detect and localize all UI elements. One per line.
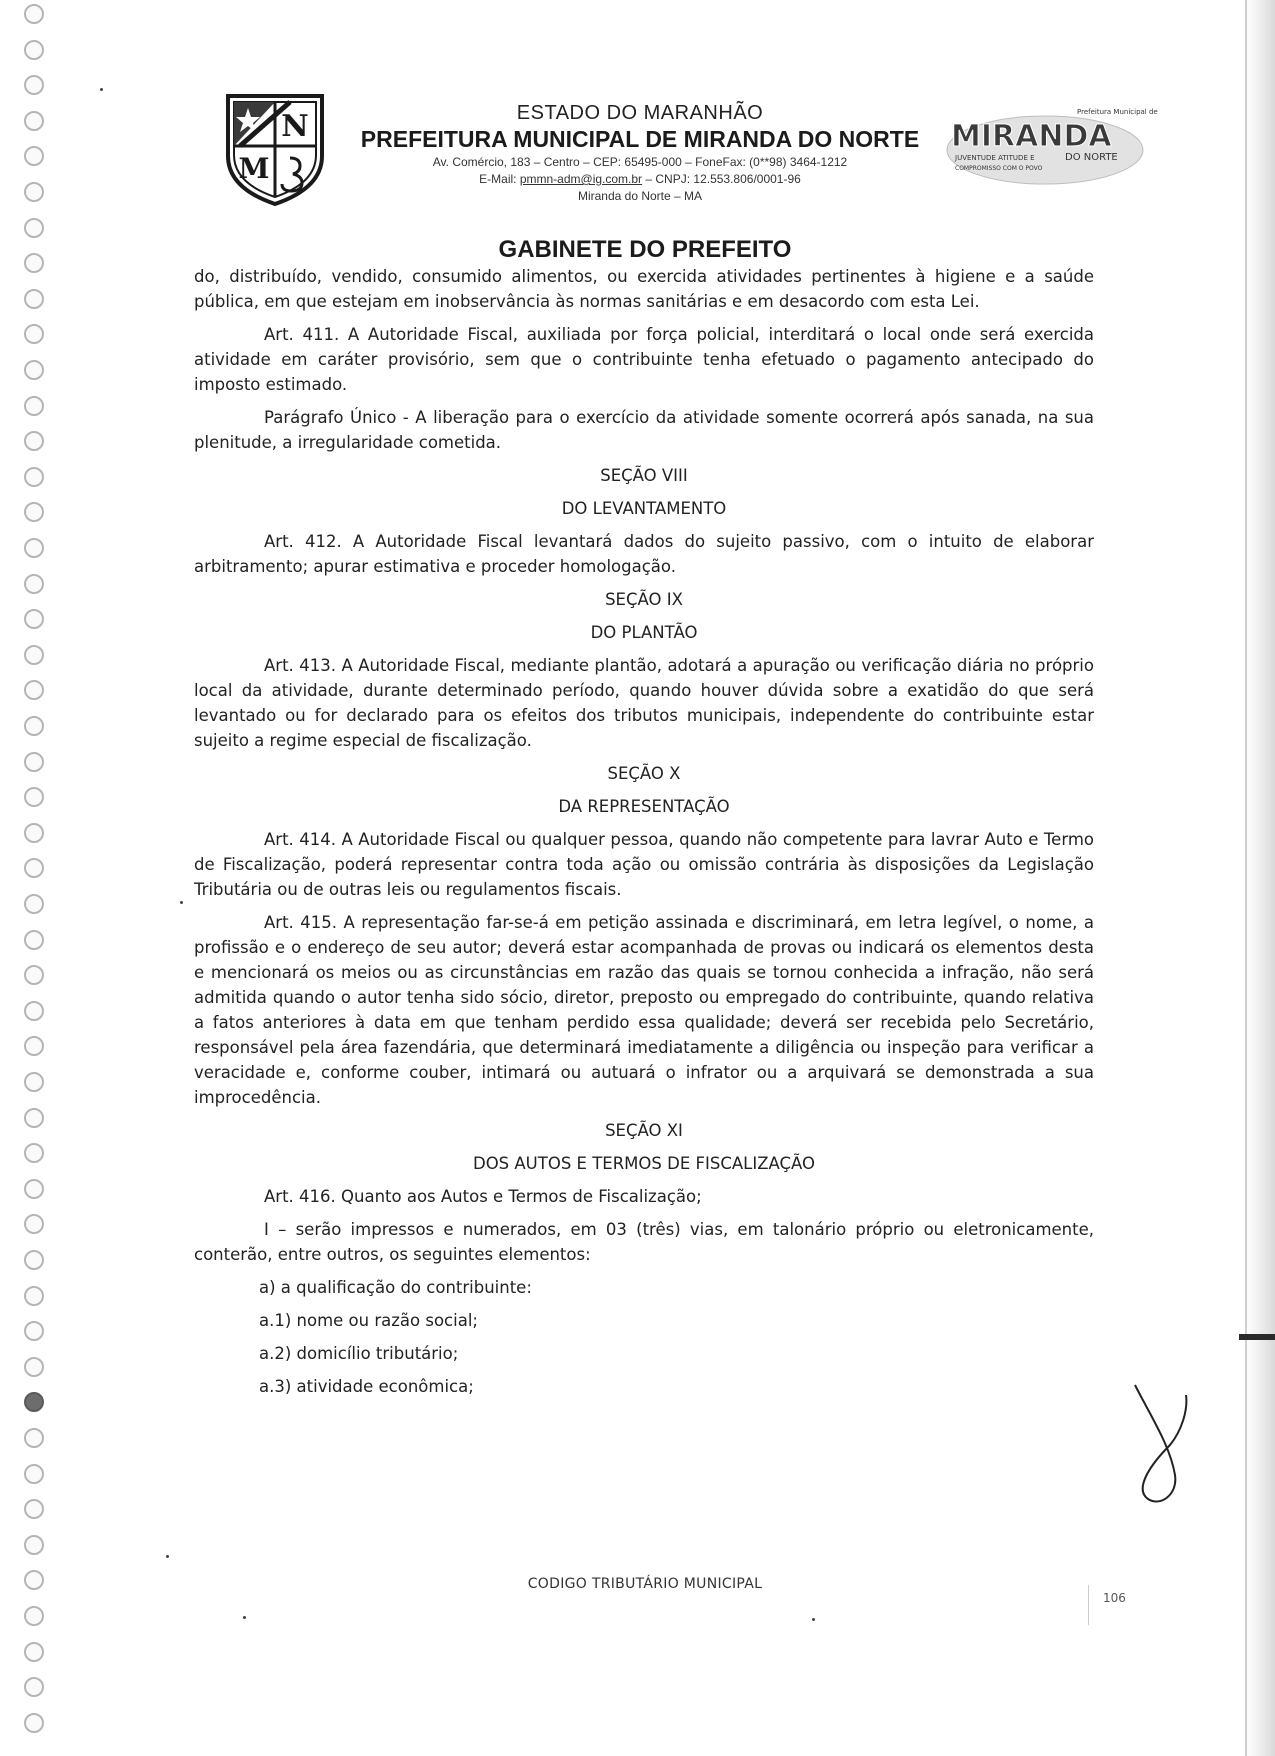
binding-ring	[24, 1499, 44, 1519]
state-name: ESTADO DO MARANHÃO	[516, 102, 764, 124]
binding-ring	[24, 1072, 44, 1092]
logo-tag2: DO NORTE	[1065, 152, 1118, 163]
item-a2: a.2) domicílio tributário;	[259, 1344, 459, 1363]
page-edge	[1245, 0, 1275, 1756]
binding-ring	[24, 1570, 44, 1590]
section-11-title: SEÇÃO XI	[605, 1121, 683, 1140]
binding-ring	[24, 716, 44, 736]
binding-ring	[24, 146, 44, 166]
binding-ring	[24, 1464, 44, 1484]
binding-ring	[24, 1250, 44, 1270]
municipal-crest-icon	[220, 86, 330, 208]
paragraph-unico: Parágrafo Único - A liberação para o exercício da atividade somente ocorrerá após sanada, na sua plenitude, a irregularidade cometida.	[194, 408, 1094, 452]
binding-ring	[24, 75, 44, 95]
cabinet-title: GABINETE DO PREFEITO	[498, 236, 792, 263]
address-line: Av. Comércio, 183 – Centro – CEP: 65495-000 – FoneFax: (0**98) 3464-1212	[432, 155, 848, 169]
logo-tag3: COMPROMISSO COM O POVO	[955, 165, 1043, 172]
binding-ring	[24, 1428, 44, 1448]
binding-ring	[24, 965, 44, 985]
binding-ring	[24, 289, 44, 309]
binding-ring	[24, 360, 44, 380]
binding-ring	[24, 111, 44, 131]
cnpj-text: – CNPJ: 12.553.806/0001-96	[642, 172, 801, 186]
page-edge-line	[1245, 0, 1247, 1756]
city-line: Miranda do Norte – MA	[577, 189, 703, 203]
binding-ring	[24, 1143, 44, 1163]
binding-ring	[24, 1108, 44, 1128]
article-412: Art. 412. A Autoridade Fiscal levantará dados do sujeito passivo, com o intuito de elaborar arbitramento; apurar estimativa e proceder homologação.	[194, 532, 1094, 576]
miranda-logo-icon	[945, 100, 1158, 186]
section-10-subtitle: DA REPRESENTAÇÃO	[558, 797, 730, 816]
binding-ring	[24, 431, 44, 451]
document-footer: CODIGO TRIBUTÁRIO MUNICIPAL	[527, 1576, 763, 1592]
binding-ring	[24, 1036, 44, 1056]
binding-ring	[24, 1001, 44, 1021]
binding-ring	[24, 538, 44, 558]
binding-ring	[24, 752, 44, 772]
section-11-subtitle: DOS AUTOS E TERMOS DE FISCALIZAÇÃO	[472, 1154, 816, 1173]
article-413: Art. 413. A Autoridade Fiscal, mediante plantão, adotará a apuração ou verificação diária no próprio local da atividade, durante determinado período, quando houver dúvida sobre a exatidão do que será levantado ou for declarado para os efeitos dos tributos municipais, independente do contribuinte estar sujeito a regime especial de fiscalização.	[194, 656, 1094, 750]
binding-ring	[24, 4, 44, 24]
binding-ring	[24, 1677, 44, 1697]
binding-ring	[24, 1642, 44, 1662]
prefecture-name: PREFEITURA MUNICIPAL DE MIRANDA DO NORTE	[360, 126, 920, 152]
binding-ring	[24, 1286, 44, 1306]
binding-ring	[24, 1179, 44, 1199]
scan-speck	[812, 1618, 815, 1621]
email-link[interactable]: pmmn-adm@ig.com.br	[519, 172, 643, 186]
binding-ring	[24, 1713, 44, 1733]
binding-ring	[24, 1357, 44, 1377]
binding-ring	[24, 324, 44, 344]
binding-ring	[24, 502, 44, 522]
logo-name: MIRANDA	[951, 119, 1112, 154]
item-a1: a.1) nome ou razão social;	[259, 1311, 478, 1330]
binding-ring	[24, 1214, 44, 1234]
binding-ring	[24, 574, 44, 594]
item-a3: a.3) atividade econômica;	[259, 1377, 474, 1396]
binding-ring	[24, 182, 44, 202]
crest-letter-n: N	[281, 109, 309, 144]
binding-ring	[24, 218, 44, 238]
binding-ring	[24, 894, 44, 914]
crest-letter-m: M	[238, 152, 270, 185]
scan-speck	[243, 1616, 246, 1619]
page-number: 106	[1103, 1591, 1126, 1605]
binding-ring	[24, 40, 44, 60]
item-a: a) a qualificação do contribuinte:	[259, 1278, 532, 1297]
page-number-divider	[1088, 1585, 1089, 1625]
letterhead-text	[340, 102, 940, 204]
contact-line	[340, 172, 940, 187]
section-8-subtitle: DO LEVANTAMENTO	[561, 499, 727, 518]
binding-ring	[24, 645, 44, 665]
binding-ring	[24, 1392, 44, 1412]
page-tab	[1239, 1334, 1275, 1340]
logo-top-text: Prefeitura Municipal de	[1077, 108, 1158, 116]
binding-ring	[24, 858, 44, 878]
inciso-1: I – serão impressos e numerados, em 03 (três) vias, em talonário próprio ou eletronicamente, conterão, entre outros, os seguintes elementos:	[194, 1220, 1094, 1264]
document-body	[194, 264, 1094, 1407]
paragraph-continuation: do, distribuído, vendido, consumido alimentos, ou exercida atividades pertinentes à higiene e a saúde pública, em que estejam em inobservância às normas sanitárias e em desacordo com esta Lei.	[194, 267, 1094, 311]
binding-ring	[24, 787, 44, 807]
spiral-binding	[24, 0, 54, 1756]
handwritten-initial-icon	[1120, 1375, 1200, 1515]
binding-ring	[24, 467, 44, 487]
binding-ring	[24, 1606, 44, 1626]
binding-ring	[24, 930, 44, 950]
article-414: Art. 414. A Autoridade Fiscal ou qualquer pessoa, quando não competente para lavrar Auto e Termo de Fiscalização, poderá representar contra toda ação ou omissão contrária às disposições da Legislação Tributária ou de outras leis ou regulamentos fiscais.	[194, 830, 1094, 899]
binding-ring	[24, 253, 44, 273]
article-416: Art. 416. Quanto aos Autos e Termos de Fiscalização;	[264, 1187, 702, 1206]
section-9-title: SEÇÃO IX	[605, 590, 683, 609]
email-label: E-Mail:	[479, 172, 520, 186]
binding-ring	[24, 823, 44, 843]
section-9-subtitle: DO PLANTÃO	[590, 623, 698, 642]
section-8-title: SEÇÃO VIII	[600, 466, 688, 485]
binding-ring	[24, 609, 44, 629]
logo-tag1: JUVENTUDE ATITUDE E	[955, 154, 1035, 162]
article-415: Art. 415. A representação far-se-á em petição assinada e discriminará, em letra legível, o nome, a profissão e o endereço de seu autor; deverá estar acompanhada de provas ou indicará os elementos desta e mencionará os meios ou as circunstâncias em razão das quais se tornou conhecida a infração, não será admitida quando o autor tenha sido sócio, diretor, preposto ou empregado do contribuinte, quando relativa a fatos anteriores à data em que tenham perdido essa qualidade; deverá ser recebida pelo Secretário, responsável pela área fazendária, que determinará imediatamente a diligência ou inspeção para verificar a veracidade e, conforme couber, intimará ou autuará o infrator ou a arquivará se demonstrada a sua improcedência.	[194, 913, 1094, 1107]
scan-speck	[100, 88, 103, 91]
scan-speck	[180, 901, 183, 904]
article-411: Art. 411. A Autoridade Fiscal, auxiliada por força policial, interditará o local onde será exercida atividade em caráter provisório, sem que o contribuinte tenha efetuado o pagamento antecipado do imposto estimado.	[194, 325, 1094, 394]
section-10-title: SEÇÃO X	[607, 764, 681, 783]
letterhead	[220, 82, 1158, 212]
scan-speck	[166, 1555, 169, 1558]
binding-ring	[24, 1321, 44, 1341]
binding-ring	[24, 1535, 44, 1555]
binding-ring	[24, 396, 44, 416]
binding-ring	[24, 680, 44, 700]
